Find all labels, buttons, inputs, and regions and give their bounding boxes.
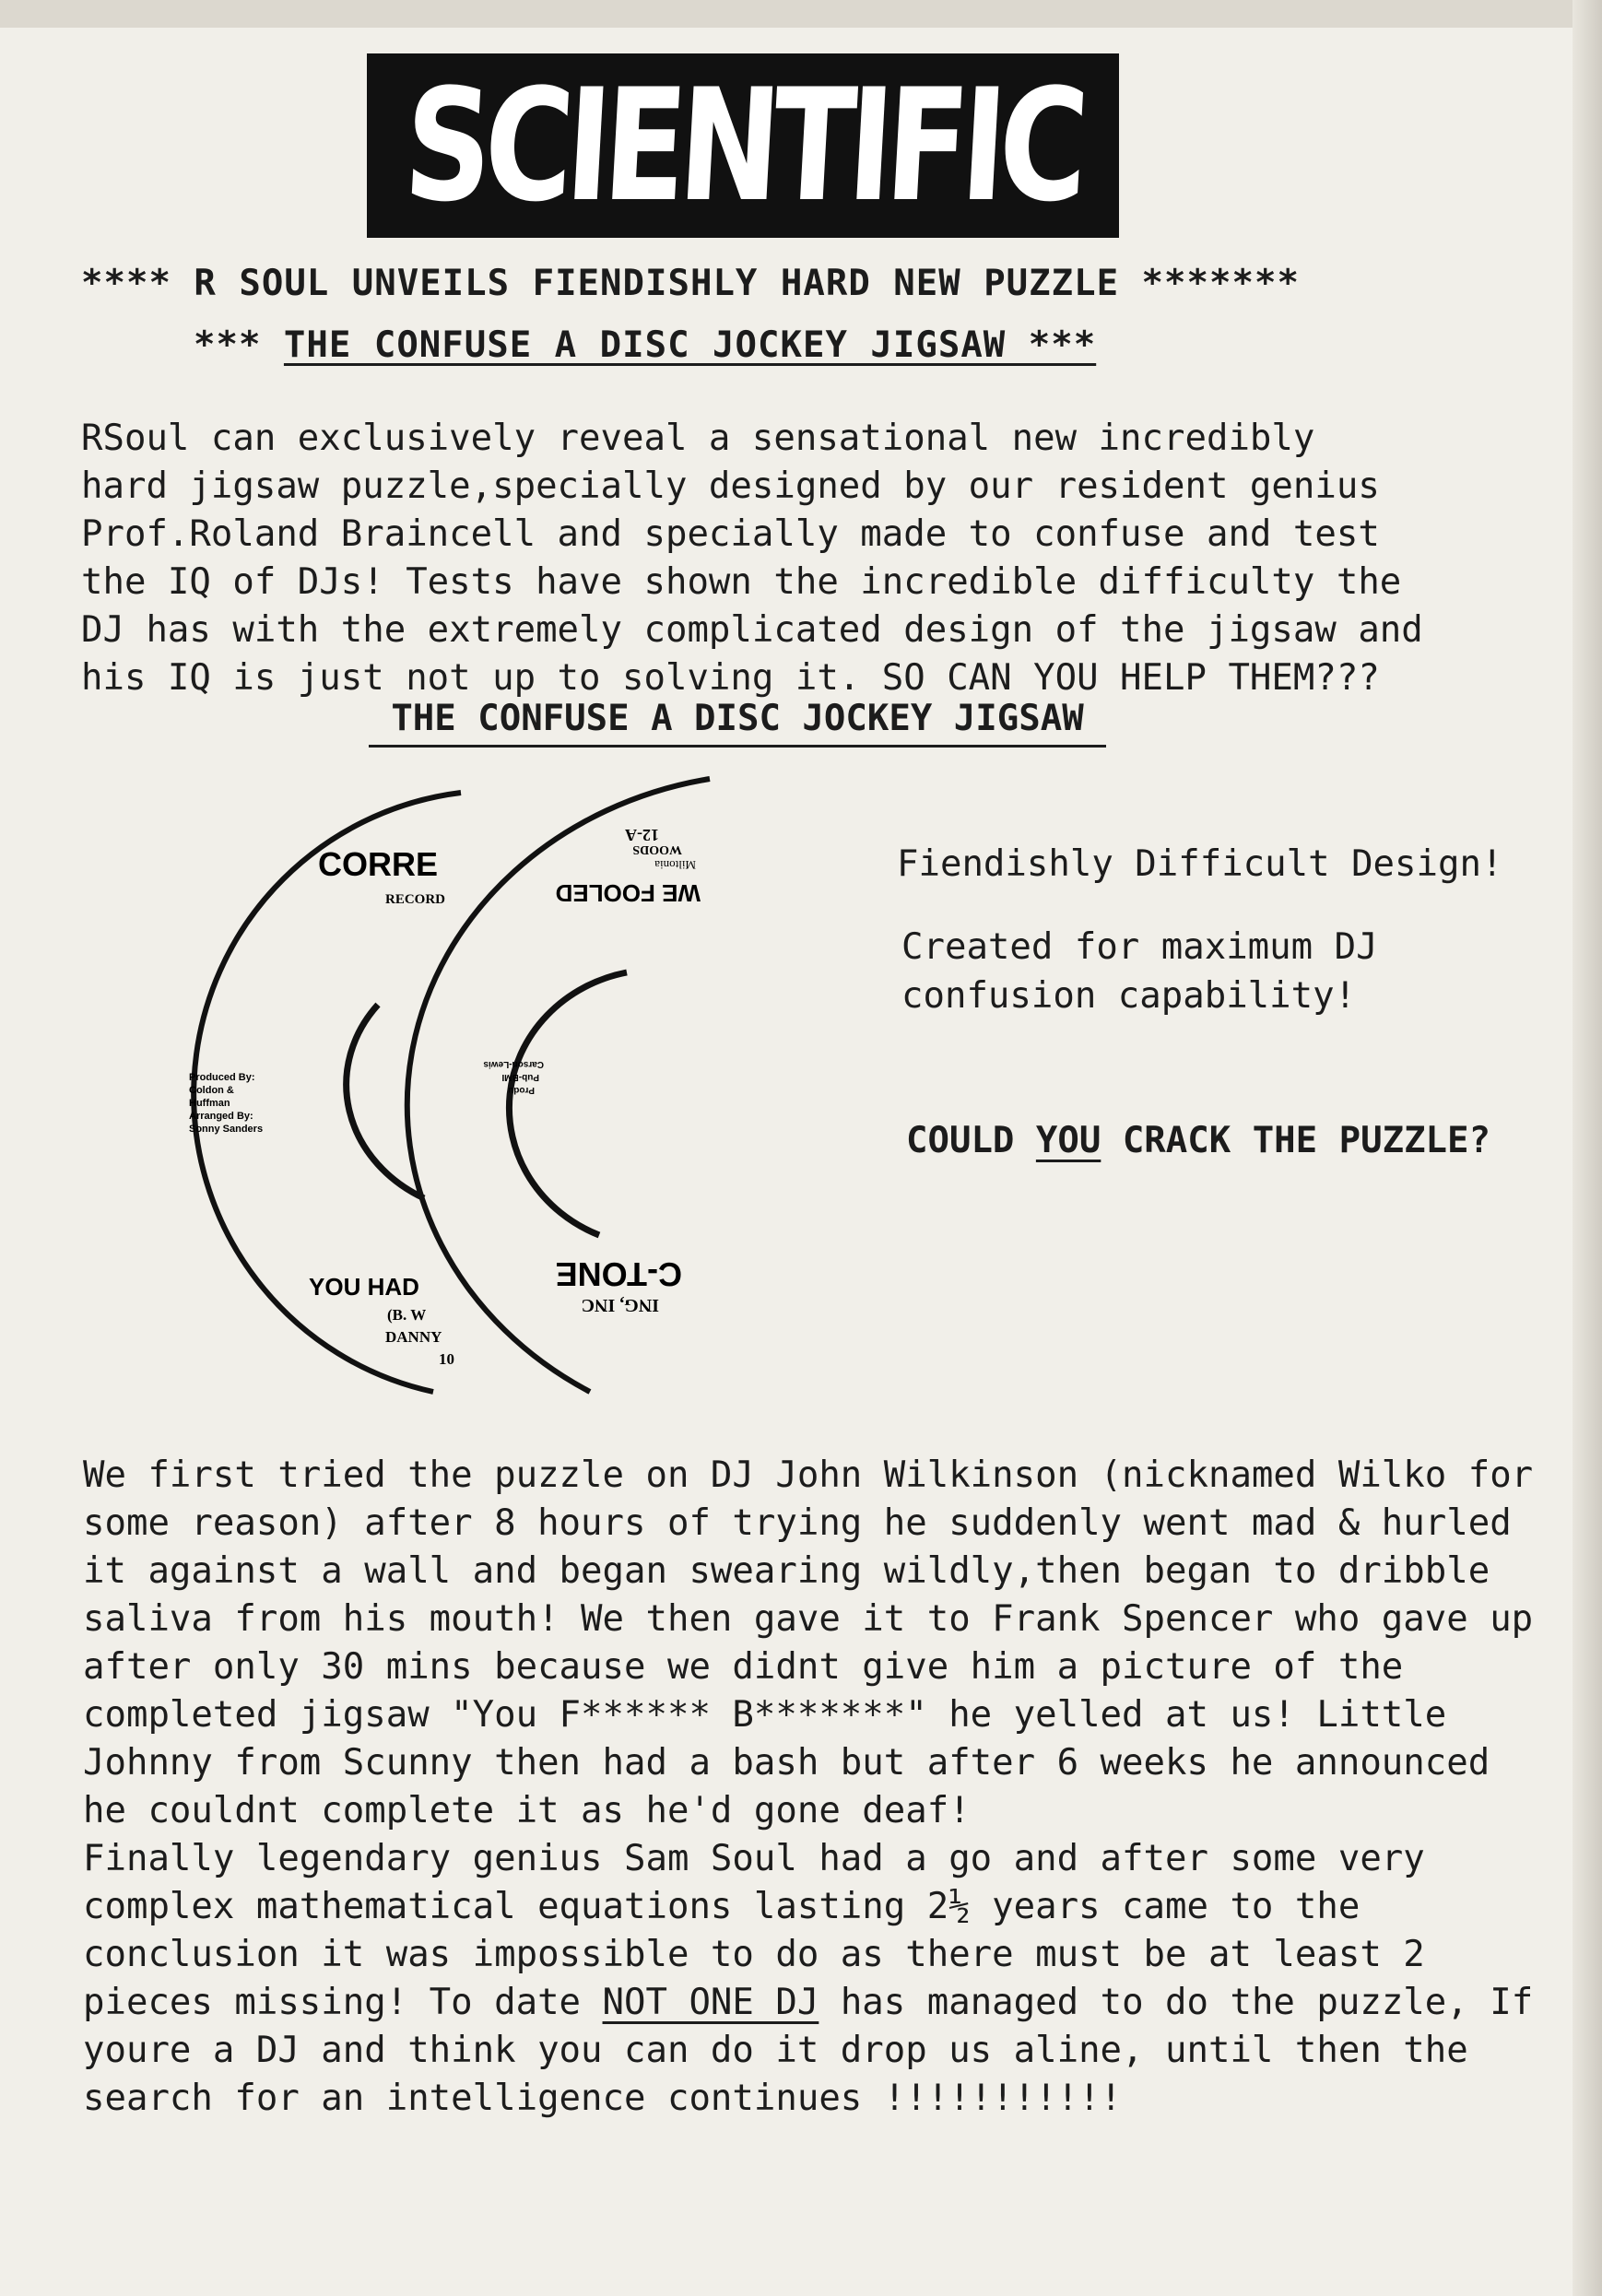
left-credit-3: Huffman (189, 1098, 230, 1109)
right-record-mid1: Produ (508, 1085, 535, 1095)
caption-created: Created for maximum DJ (901, 926, 1378, 968)
puzzle-title: THE CONFUSE A DISC JOCKEY JIGSAW (369, 698, 1106, 748)
subheadline: *** THE CONFUSE A DISC JOCKEY JIGSAW *** (194, 324, 1097, 366)
left-credit-4: Arranged By: (189, 1111, 253, 1122)
story-paragraph-2: Finally legendary genius Sam Soul had a go and after some very complex mathematical equations lasting 2½ years came to the conclusion it was impossible to do as there must be at least 2 pieces missing! To date NOT ONE DJ has managed to do the puzzle, If youre a DJ and think you can do it drop us aline, until then the search for an intelligence continues !!!!!!!!!!! (83, 1838, 1534, 2119)
left-record-title: YOU HAD (309, 1273, 419, 1301)
caption-question: COULD YOU CRACK THE PUZZLE? (906, 1120, 1490, 1161)
left-record-line2: (B. W (387, 1306, 427, 1324)
subheadline-text: THE CONFUSE A DISC JOCKEY JIGSAW *** (283, 324, 1097, 366)
left-credit-5: Sonny Sanders (189, 1124, 264, 1135)
logo-text: SCIENTIFIC (400, 55, 1086, 236)
left-credit-2: Coldon & (189, 1085, 234, 1096)
story-paragraph-1: We first tried the puzzle on DJ John Wilkinson (nicknamed Wilko for some reason) after 8 hours of trying he suddenly went mad & hurled it against a wall and began swearing wildly,then began to dribble saliva from his mouth! We then gave it to Frank Spencer who gave up after only 30 mins because we didnt give him a picture of the completed jigsaw "You F****** B*******" he yelled at us! Little Johnny from Scunny then had a bash but after 6 weeks he announced he couldnt complete it as he'd gone deaf! (83, 1454, 1534, 1831)
intro-paragraph: RSoul can exclusively reveal a sensational new incredibly hard jigsaw puzzle,specially designed by our resident genius Prof.Roland Braincell and specially made to confuse and test the IQ of DJs! Tests have shown the incredible difficulty the DJ has with the extremely complicated design of the jigsaw and his IQ is just not up to solving it. SO CAN YOU HELP THEM??? (81, 418, 1423, 699)
right-record-top4: WE FOOLED (555, 879, 701, 907)
caption-design: Fiendishly Difficult Design! (897, 843, 1503, 885)
right-record-bottom2: C-TONE (555, 1255, 682, 1293)
right-record-inner-arc (509, 972, 627, 1235)
not-one-dj: NOT ONE DJ (602, 1982, 819, 2023)
left-record-line4: 10 (439, 1350, 454, 1368)
left-record-label: CORRE (318, 845, 439, 883)
right-record-mid3: Carson-Lewis (483, 1059, 544, 1069)
left-record-line3: DANNY (385, 1328, 442, 1346)
right-record-top3: Miltonia (654, 858, 696, 872)
left-record-sub: RECORD (385, 892, 446, 907)
right-record-bottom1: ING, INC (581, 1295, 659, 1315)
right-record-mid2: Pub-BMI (501, 1072, 539, 1082)
right-record-top1: 12-A (625, 826, 659, 844)
page-edge (0, 0, 1602, 28)
right-record-top2: WOODS (632, 842, 682, 856)
jigsaw-records-illustration (157, 756, 894, 1419)
left-credit-1: Produced By: (189, 1072, 255, 1083)
headline: **** R SOUL UNVEILS FIENDISHLY HARD NEW PUZZLE ******* (81, 263, 1300, 304)
page-fold (1573, 0, 1602, 2296)
story-body (83, 1452, 1539, 2123)
masthead-logo (367, 53, 1119, 238)
caption-capability: confusion capability! (901, 975, 1357, 1017)
